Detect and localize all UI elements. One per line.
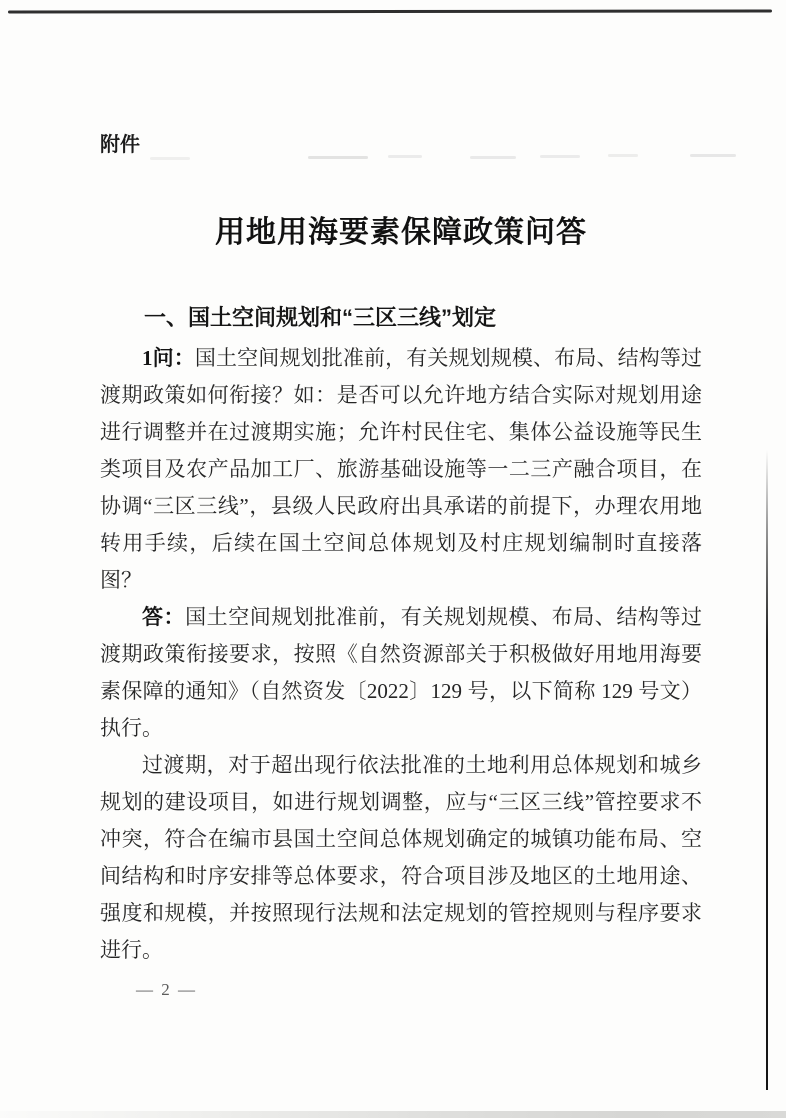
page-number: — 2 —	[136, 980, 197, 999]
question-1-label: 1问：	[142, 346, 195, 370]
answer-1-paragraph-2	[100, 747, 702, 969]
answer-1-paragraph-1	[100, 599, 702, 747]
document-body	[100, 0, 702, 1000]
scan-artifact-right-edge-line	[766, 450, 768, 1090]
answer-1-label: 答：	[142, 605, 186, 629]
question-1-paragraph	[100, 340, 702, 599]
scan-artifact-bottom-edge-strip	[0, 1111, 786, 1118]
attachment-label: 附件	[100, 134, 140, 156]
section-heading: 一、国土空间规划和“三区三线”划定	[144, 305, 497, 330]
answer-1-paragraph-2-text: 过渡期，对于超出现行依法批准的土地利用总体规划和城乡规划的建设项目，如进行规划调整，应与“三区三线”管控要求不冲突，符合在编市县国土空间总体规划确定的城镇功能布局、空间结构和时序安排等总体要求，符合项目涉及地区的土地用途、强度和规模，并按照现行法规和法定规划的管控规则与程序要求进行。	[100, 753, 702, 962]
document-title: 用地用海要素保障政策问答	[215, 216, 587, 249]
question-1-text: 国土空间规划批准前，有关规划规模、布局、结构等过渡期政策如何衔接？如：是否可以允许地方结合实际对规划用途进行调整并在过渡期实施；允许村民住宅、集体公益设施等民生类项目及农产品加工厂、旅游基础设施等一二三产融合项目，在协调“三区三线”，县级人民政府出具承诺的前提下，办理农用地转用手续，后续在国土空间总体规划及村庄规划编制时直接落图？	[100, 346, 703, 592]
answer-1-text: 国土空间规划批准前，有关规划规模、布局、结构等过渡期政策衔接要求，按照《自然资源部关于积极做好用地用海要素保障的通知》（自然资发〔2022〕129 号，以下简称 129 号文）执行。	[100, 605, 703, 740]
